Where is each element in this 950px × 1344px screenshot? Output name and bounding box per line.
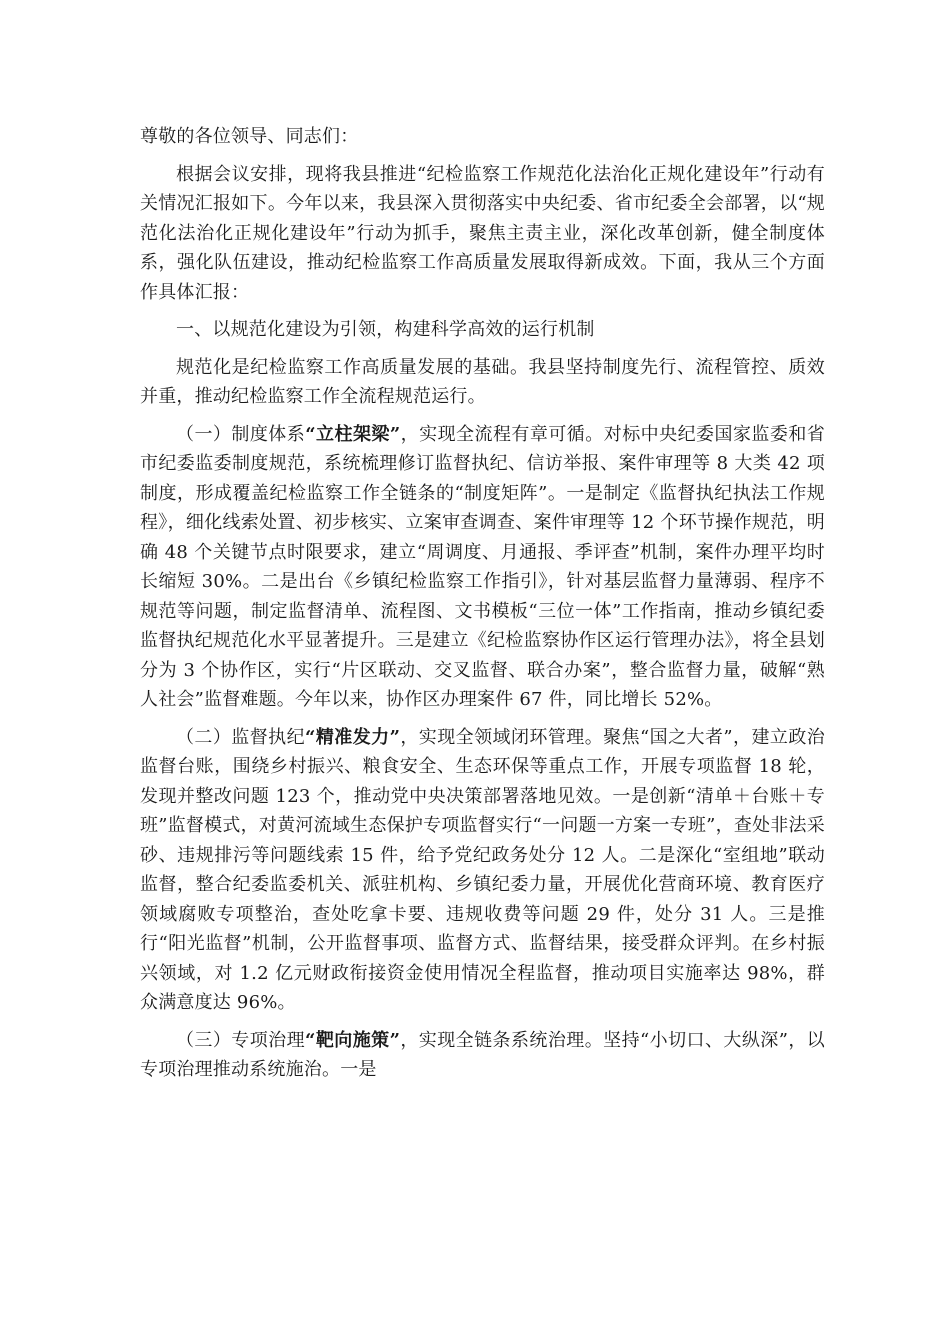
subsection-2-title-rest: ，实现全领域闭环管理。: [400, 726, 604, 748]
subsection-3-prefix: （三）专项治理: [176, 1029, 306, 1051]
subsection-3-body: 坚持“小切口、大纵深”，以专项治理推动系统施治。一是: [140, 1029, 825, 1080]
section-1-heading: 一、以规范化建设为引领，构建科学高效的运行机制: [176, 319, 595, 340]
subsection-1-prefix: （一）制度体系: [176, 423, 306, 445]
subsection-1-paragraph: [140, 420, 825, 715]
subsection-1-body: 对标中央纪委国家监委和省市纪委监委制度规范，系统梳理修订监督执纪、信访举报、案件审理等 8 大类 42 项制度，形成覆盖纪检监察工作全链条的“制度矩阵”。一是制定《监督执纪执法工作规程》，细化线索处置、初步核实、立案审查调查、案件审理等 12 个环节操作规范，明确 48 个关键节点时限要求，建立“周调度、月通报、季评查”机制，案件办理平均时长缩短 30%。二是出台《乡镇纪检监察工作指引》，针对基层监督力量薄弱、程序不规范等问题，制定监督清单、流程图、文书模板“三位一体”工作指南，推动乡镇纪委监督执纪规范化水平显著提升。三是建立《纪检监察协作区运行管理办法》，将全县划分为 3 个协作区，实行“片区联动、交叉监督、联合办案”，整合监督力量，破解“熟人社会”监督难题。今年以来，协作区办理案件 67 件，同比增长 52%。: [140, 423, 825, 710]
subsection-1-title-rest: ，实现全流程有章可循。: [400, 423, 604, 445]
subsection-2-body: 聚焦“国之大者”，建立政治监督台账，围绕乡村振兴、粮食安全、生态环保等重点工作，开展专项监督 18 轮，发现并整改问题 123 个，推动党中央决策部署落地见效。一是创新“清单＋台账＋专班”监督模式，对黄河流域生态保护专项监督实行“一问题一方案一专班”，查处非法采砂、违规排污等问题线索 15 件，给予党纪政务处分 12 人。二是深化“室组地”联动监督，整合纪委监委机关、派驻机构、乡镇纪委力量，开展优化营商环境、教育医疗领域腐败专项整治，查处吃拿卡要、违规收费等问题 29 件，处分 31 人。三是推行“阳光监督”机制，公开监督事项、监督方式、监督结果，接受群众评判。在乡村振兴领域，对 1.2 亿元财政衔接资金使用情况全程监督，推动项目实施率达 98%，群众满意度达 96%。: [140, 726, 825, 1013]
subsection-2-bold-title: “精准发力”: [305, 726, 401, 748]
intro-paragraph: 根据会议安排，现将我县推进“纪检监察工作规范化法治化正规化建设年”行动有关情况汇报如下。今年以来，我县深入贯彻落实中央纪委、省市纪委全会部署，以“规范化法治化正规化建设年”行动为抓手，聚焦主责主业，深化改革创新，健全制度体系，强化队伍建设，推动纪检监察工作高质量发展取得新成效。下面，我从三个方面作具体汇报：: [140, 163, 825, 303]
subsection-3-title-rest: ，实现全链条系统治理。: [400, 1029, 604, 1051]
subsection-2-prefix: （二）监督执纪: [176, 726, 306, 748]
subsection-2-paragraph: [140, 723, 825, 1018]
salutation: 尊敬的各位领导、同志们：: [140, 126, 359, 147]
subsection-3-paragraph: [140, 1026, 825, 1085]
subsection-1-bold-title: “立柱架梁”: [305, 423, 401, 445]
subsection-3-bold-title: “靶向施策”: [305, 1029, 401, 1051]
document-page: [140, 122, 825, 1093]
section-1-lead-paragraph: 规范化是纪检监察工作高质量发展的基础。我县坚持制度先行、流程管控、质效并重，推动纪检监察工作全流程规范运行。: [140, 356, 825, 407]
